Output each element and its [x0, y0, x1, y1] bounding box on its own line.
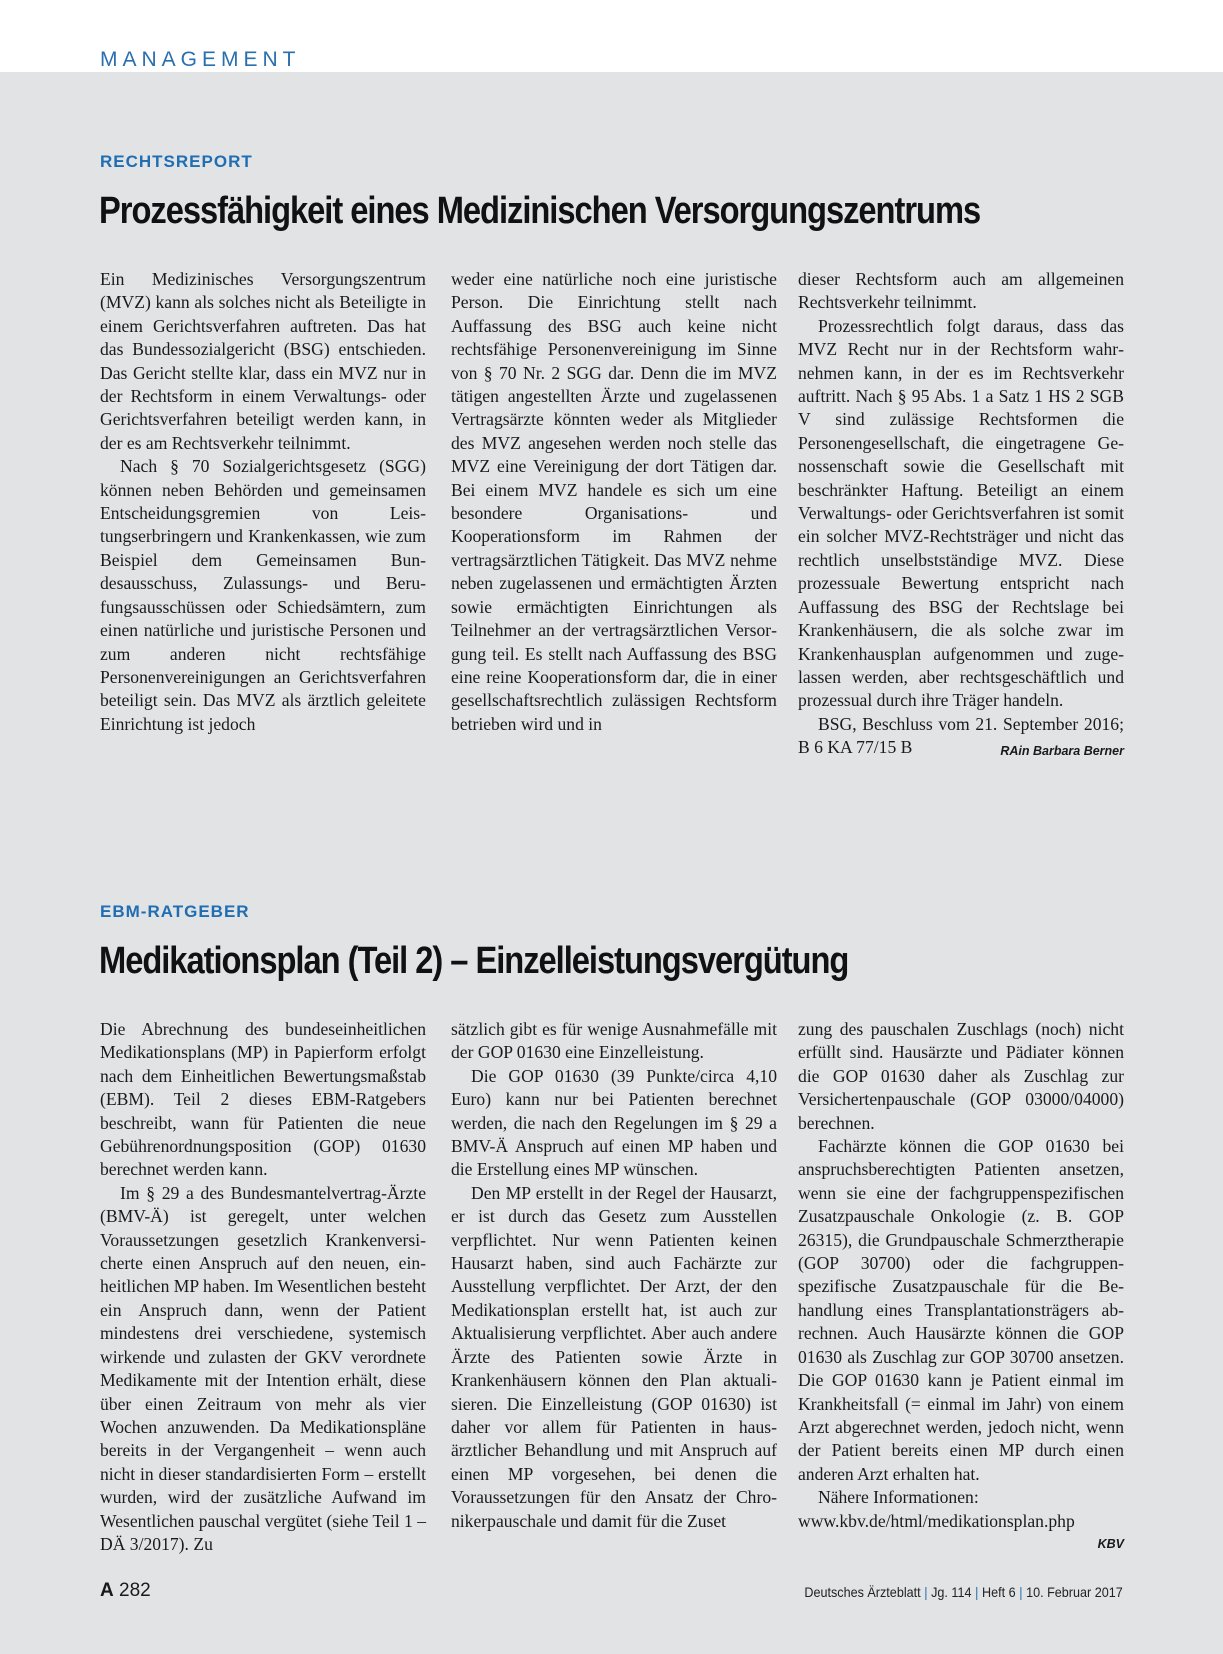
paragraph	[798, 713, 1124, 760]
paragraph: weder eine natürliche noch eine juristische Person. Die Einrichtung stellt nach Auffassung des BSG auch keine nicht rechtsfähige Personenvereinigung im Sinne von § 70 Nr. 2 SGG dar. Denn die im MVZ tätigen angestellten Ärzte und zugelassenen Vertragsärzte könnten weder als Mitglieder des MVZ angesehen werden noch stelle das MVZ eine Vereinigung der dort Tätigen dar. Bei einem MVZ handele es sich um eine besondere Organisations- und Kooperationsform im Rahmen der vertragsärztlichen Tätigkeit. Das MVZ nehme neben zugelassenen und ermächtigten Ärzten sowie ermächtigten Einrichtungen als Teilnehmer an der vertragsärztlichen Versorgung teil. Es stellt nach Auffassung des BSG eine reine Kooperationsform dar, die in einer gesellschaftsrechtlich zulässigen Rechtsform betrieben wird und in	[451, 269, 777, 734]
article1-column-1	[100, 268, 426, 736]
journal-date: 10. Februar 2017	[1026, 1584, 1123, 1600]
journal-volume: Jg. 114	[931, 1584, 972, 1600]
paragraph: Ein Medizinisches Versorgungszentrum (MVZ) kann als solches nicht als Beteiligte in einem Gerichtsverfahren auftreten. Das hat das Bundessozialgericht (BSG) entschieden. Das Gericht stellte klar, dass ein MVZ nur in der Rechtsform in einem Verwaltungs- oder Gerichtsverfahren beteiligt werden kann, in der es am Rechtsverkehr teilnimmt.	[100, 269, 426, 453]
paragraph: Prozessrechtlich folgt daraus, dass das MVZ Recht nur in der Rechtsform wahrnehmen kann, in der es im Rechtsverkehr auftritt. Nach § 95 Abs. 1 a Satz 1 HS 2 SGB V sind zulässige Rechtsformen die Personengesellschaft, die eingetragene Genossenschaft sowie die Gesellschaft mit beschränkter Haftung. Beteiligt an einem Verwaltungs- oder Gerichtsverfahren ist somit ein solcher MVZ-Rechtsträger und nicht das rechtlich unselbstständige MVZ. Diese prozessuale Bewertung entspricht nach Auffassung des BSG der Rechtslage bei Krankenhäusern, die als solche zwar im Krankenhausplan aufgenommen und zugelassen werden, aber rechtsgeschäftlich und prozessual durch ihre Träger handeln.	[798, 315, 1124, 711]
page-number	[100, 1580, 151, 1602]
author-name: RAin Barbara Berner	[1000, 744, 1124, 759]
paragraph: Nähere Informationen:	[818, 1487, 979, 1508]
journal-name: Deutsches Ärzteblatt	[804, 1584, 921, 1600]
section-label: MANAGEMENT	[100, 48, 301, 71]
link-text: www.kbv.de/html/medikationsplan.php	[798, 1510, 1075, 1531]
paragraph: Die Abrechnung des bundeseinheitlichen Medikationsplans (MP) in Papierform erfolgt nach dem Einheitlichen Bewertungsmaßstab (EBM). Teil 2 dieses EBM-Ratgebers beschreibt, wann für Patienten die neue Gebührenordnungsposition (GOP) 01630 berechnet werden kann.	[100, 1019, 426, 1180]
article1-kicker: RECHTSREPORT	[100, 152, 253, 171]
article2-column-2	[451, 1018, 777, 1533]
paragraph: zung des pauschalen Zuschlags (noch) nicht erfüllt sind. Hausärzte und Pädiater können die GOP 01630 daher als Zuschlag zur Versichertenpauschale (GOP 03000/04000) berechnen.	[798, 1019, 1124, 1133]
article2-column-1	[100, 1018, 426, 1556]
journal-info: Deutsches Ärzteblatt | Jg. 114 | Heft 6 | 10. Februar 2017	[804, 1584, 1123, 1600]
article1-column-2	[451, 268, 777, 736]
paragraph: Nach § 70 Sozialgerichtsgesetz (SGG) können neben Behörden und gemeinsamen Entscheidungsgremien von Leistungserbringern und Krankenkassen, wie zum Beispiel dem Gemeinsamen Bundesausschuss, Zulassungs- und Berufungsausschüssen oder Schiedsämtern, zum einen natürliche und juristische Personen und zum anderen nicht rechtsfähige Personenvereinigungen an Gerichtsverfahren beteiligt sein. Das MVZ als ärztlich geleitete Einrichtung ist jedoch	[100, 456, 426, 734]
paragraph: Die GOP 01630 (39 Punkte/circa 4,10 Euro) kann nur bei Patienten berechnet werden, die nach den Regelungen im § 29 a BMV-Ä Anspruch auf einen MP haben und die Erstellung eines MP wünschen.	[451, 1065, 777, 1180]
paragraph: Im § 29 a des Bundesmantelvertrag-Ärzte (BMV-Ä) ist geregelt, unter welchen Voraussetzungen gesetzlich Krankenversicherte einen Anspruch auf den neuen, einheitlichen MP haben. Im Wesentlichen besteht ein Anspruch dann, wenn der Patient mindestens drei verschiedene, systemisch wirkende und zulasten der GKV verordnete Medikamente mit der Intention erhält, diese über einen Zeitraum von mehr als vier Wochen anzuwenden. Da Medikationspläne bereits in der Vergangenheit – wenn auch nicht in dieser standardisierten Form – erstellt wurden, wird der zusätzliche Aufwand im Wesentlichen pauschal vergütet (siehe Teil 1 – DÄ 3/2017). Zu	[100, 1182, 426, 1554]
paragraph: Fachärzte können die GOP 01630 bei anspruchsberechtigten Patienten ansetzen, wenn sie eine der fachgruppenspezifischen Zusatzpauschale Onkologie (z. B. GOP 26315), die Grundpauschale Schmerztherapie (GOP 30700) oder die fachgruppenspezifische Zusatzpauschale für die Behandlung eines Transplantationsträgers abrechnen. Auch Hausärzte können die GOP 01630 als Zuschlag zur GOP 30700 ansetzen. Die GOP 01630 kann je Patient einmal im Krankheitsfall (= einmal im Jahr) von einem Arzt abgerechnet werden, jedoch nicht, wenn der Patient bereits einen MP durch einen anderen Arzt erhalten hat.	[798, 1136, 1124, 1484]
article1-column-3	[798, 268, 1124, 764]
article2-column-3	[798, 1018, 1124, 1556]
article1-title: Prozessfähigkeit eines Medizinischen Versorgungszentrums	[99, 190, 981, 232]
page-prefix: A	[100, 1580, 114, 1601]
paragraph: sätzlich gibt es für wenige Ausnahmefälle mit der GOP 01630 eine Einzelleistung.	[451, 1019, 777, 1063]
author-name: KBV	[1097, 1536, 1124, 1551]
page-number-value: 282	[119, 1580, 151, 1601]
article2-kicker: EBM-RATGEBER	[100, 902, 250, 921]
top-strip	[0, 0, 1223, 50]
citation: BSG, Beschluss vom 21. September 2016; B 6 KA 77/15 B	[798, 713, 1124, 758]
paragraph: Den MP erstellt in der Regel der Hausarzt, er ist durch das Gesetz zum Ausstellen verpflichtet. Nur wenn Patienten keinen Hausarzt haben, sind auch Fachärzte zur Ausstellung verpflichtet. Der Arzt, der den Medikationsplan erstellt hat, ist auch zur Aktualisierung verpflichtet. Aber auch andere Ärzte des Patienten sowie Ärzte in Krankenhäusern können den Plan aktualisieren. Die Einzelleistung (GOP 01630) ist daher vor allem für Patienten in hausärztlicher Behandlung und mit Anspruch auf einen MP vorgesehen, bei denen die Voraussetzungen für den Ansatz der Chronikerpauschale und damit für die Zuset	[451, 1182, 777, 1531]
article2-title: Medikationsplan (Teil 2) – Einzelleistungsvergütung	[99, 940, 849, 982]
journal-issue: Heft 6	[982, 1584, 1016, 1600]
paragraph: dieser Rechtsform auch am allgemeinen Rechtsverkehr teilnimmt.	[798, 269, 1124, 313]
